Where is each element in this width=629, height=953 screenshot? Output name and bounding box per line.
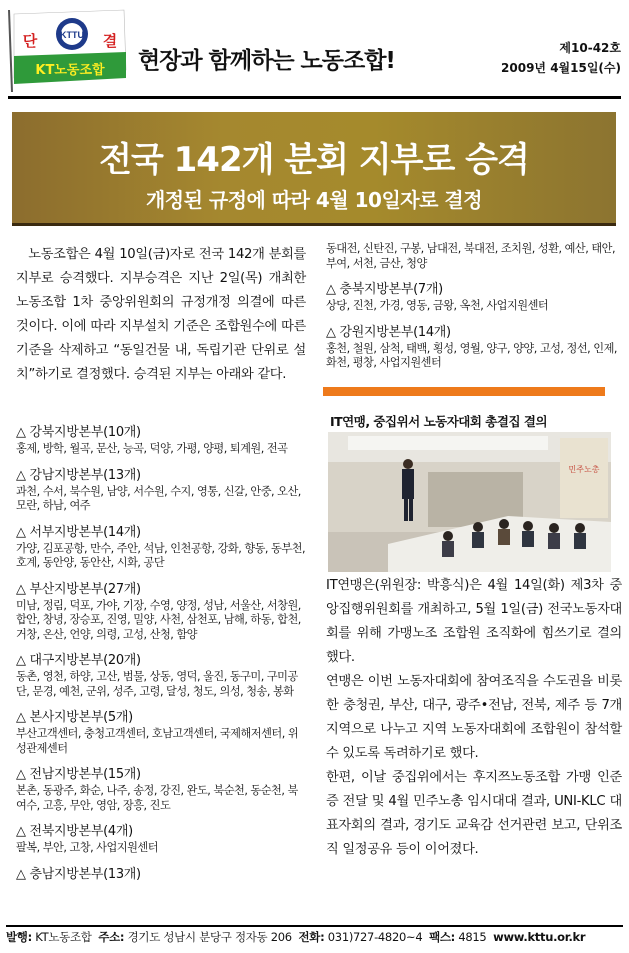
article-intro xyxy=(16,243,306,387)
footer-publisher-label: 발행: xyxy=(6,930,32,944)
subheadline: 개정된 규정에 따라 4월 10일자로 결정 xyxy=(145,188,483,212)
branch-head: △ 충북지방본부(7개) xyxy=(326,282,443,297)
branch-head: △ 강북지방본부(10개) xyxy=(16,425,141,440)
branch-body: 동대전, 신탄진, 구봉, 남대전, 북대전, 조치원, 성환, 예산, 태안, 부여, 서천, 금산, 청양 xyxy=(326,242,616,270)
branch-body: 홍천, 철원, 삼척, 태백, 횡성, 영월, 양구, 양양, 고성, 정선, 인제, 화천, 평창, 사업지원센터 xyxy=(326,341,617,369)
branch-head: △ 서부지방본부(14개) xyxy=(16,524,141,540)
branch-body: 미남, 정림, 덕포, 가야, 기장, 수영, 양정, 성남, 서울산, 서창원, 합안, 창녕, 장승포, 진영, 밀양, 사천, 삼천포, 남해, 하동, 합천, 거창, 온산, 언양, 의령, 고성, 산청, 함양 xyxy=(16,598,301,641)
flag-band-text: KT노동조합 xyxy=(35,63,105,78)
flag-char-right: 결 xyxy=(102,32,118,50)
footer-phone: 031)727-4820~4 xyxy=(327,930,423,944)
right-branch-list xyxy=(326,242,622,371)
flag-char-left: 단 xyxy=(22,32,38,50)
flag-logo-text: KTTU xyxy=(60,30,84,40)
branch-body: 상당, 진천, 가경, 영동, 금왕, 옥천, 사업지원센터 xyxy=(326,299,549,312)
issue-number: 제10-42호 xyxy=(559,41,621,55)
branch-head: △ 대구지방본부(20개) xyxy=(16,653,141,668)
section-divider-bar xyxy=(323,387,605,396)
footer-website[interactable]: www.kttu.or.kr xyxy=(493,930,586,944)
footer-address-label: 주소: xyxy=(98,930,125,944)
story2-paragraph: 한편, 이날 중집위에서는 후지쯔노동조합 가맹 인준증 전달 및 4월 민주노총 임시대대 결과, UNI-KLC 대표자회의 결과, 경기도 교육감 선거관련 보고, 단위조직 일정공유 등이 이어졌다. xyxy=(326,770,622,857)
headline: 전국 142개 분회 지부로 승격 xyxy=(99,140,529,180)
issue-date: 2009년 4월15일(수) xyxy=(501,61,621,75)
branch-body: 본촌, 동광주, 화순, 나주, 송정, 강진, 완도, 북순천, 동순천, 북여수, 고흥, 무안, 영암, 장흥, 진도 xyxy=(16,784,298,812)
footer xyxy=(6,925,623,949)
left-branch-list xyxy=(16,424,306,884)
article-intro-text: 노동조합은 4월 10일(금)자로 전국 142개 분회를 지부로 승격했다. 지부승격은 지난 2일(목) 개최한 노동조합 1차 중앙위원회의 규정개정 의결에 따른 것이다. 이에 따라 지부설치 기준은 조합원수에 따른 기준을 삭제하고 “동일건물 내, 독립기관 단위로 설치”하기로 결정했다. 승격된 지부는 아래와 같다. xyxy=(16,247,306,382)
branch-head: △ 본사지방본부(5개) xyxy=(16,710,133,725)
branch-body: 홍제, 방학, 월곡, 문산, 능곡, 덕양, 가평, 양평, 퇴계원, 전곡 xyxy=(16,442,288,455)
headline-banner xyxy=(12,112,616,226)
branch-body: 팔복, 부안, 고창, 사업지원센터 xyxy=(16,841,159,854)
branch-head: △ 강원지방본부(14개) xyxy=(326,324,451,340)
newsletter-slogan: 현장과 함께하는 노동조합! xyxy=(138,48,395,74)
story2-body xyxy=(326,574,622,862)
photo-caption: IT연맹, 중집위서 노동자대회 총결집 결의 xyxy=(330,414,548,429)
branch-body: 가양, 김포공항, 만수, 주안, 석남, 인천공항, 강화, 향동, 동부천, 호계, 동안양, 동안산, 시화, 공단 xyxy=(16,541,306,569)
photo-banner-text: 민주노총 xyxy=(568,465,600,474)
branch-head: △ 강남지방본부(13개) xyxy=(16,467,141,483)
branch-body: 부산고객센터, 충청고객센터, 호남고객센터, 국제해저센터, 위성관제센터 xyxy=(16,727,299,755)
footer-address: 경기도 성남시 분당구 정자동 206 xyxy=(127,930,292,944)
branch-body: 과천, 수서, 북수원, 남양, 서수원, 수지, 영통, 신갈, 안중, 오산, 모란, 하남, 여주 xyxy=(16,484,301,512)
branch-head: △ 충남지방본부(13개) xyxy=(16,866,141,882)
union-flag-logo xyxy=(6,8,128,92)
story2-paragraph: IT연맹은(위원장: 박흥식)은 4월 14일(화) 제3차 중앙집행위원회를 개최하고, 5월 1일(금) 전국노동자대회를 위해 가맹노조 조합원 조직화에 힘쓰기로 결의했다. xyxy=(326,578,622,665)
footer-phone-label: 전화: xyxy=(298,930,325,944)
branch-head: △ 부산지방본부(27개) xyxy=(16,581,141,597)
branch-head: △ 전남지방본부(15개) xyxy=(16,767,141,782)
footer-fax-label: 팩스: xyxy=(429,930,455,944)
branch-head: △ 전북지방본부(4개) xyxy=(16,824,133,839)
issue-info xyxy=(501,38,621,78)
story2-paragraph: 연맹은 이번 노동자대회에 참여조직을 수도권을 비롯한 충청권, 부산, 대구, 광주•전남, 전북, 제주 등 7개 지역으로 나누고 지역 노동자대회에 조합원이 참석할 수 있도록 독려하기로 했다. xyxy=(326,674,622,761)
footer-fax: 4815 xyxy=(458,930,487,944)
meeting-photo xyxy=(328,432,611,572)
header-divider xyxy=(8,96,621,99)
footer-publisher: KT노동조합 xyxy=(35,930,92,944)
branch-body: 동촌, 영천, 하양, 고산, 범물, 상동, 영덕, 울진, 동구미, 구미공단, 문경, 예천, 군위, 성주, 고령, 달성, 청도, 의성, 청송, 봉화 xyxy=(16,670,298,698)
